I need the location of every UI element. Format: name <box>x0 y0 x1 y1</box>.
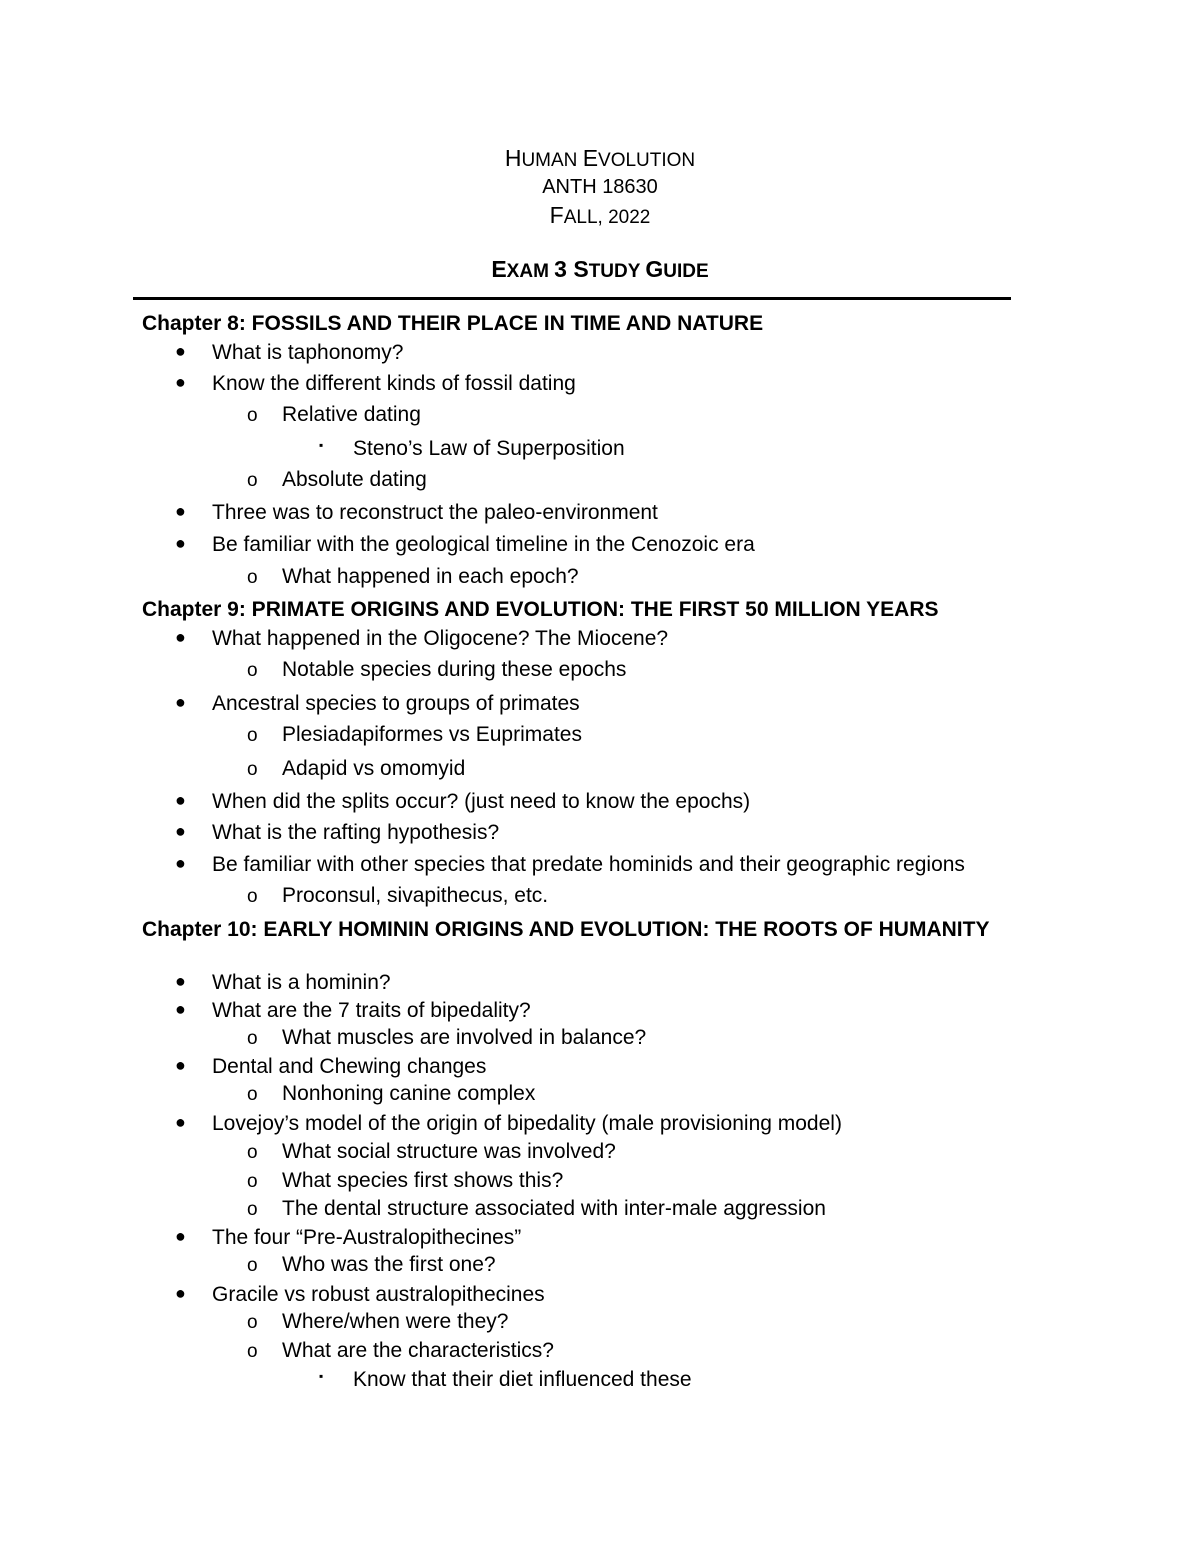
hollow-bullet-icon: o <box>247 1028 258 1049</box>
hollow-bullet-icon: o <box>247 1255 258 1276</box>
hollow-bullet-icon: o <box>247 1171 258 1192</box>
bullet-icon: ● <box>175 627 186 647</box>
hollow-bullet-icon: o <box>247 567 258 588</box>
bullet-icon: ● <box>175 971 186 991</box>
bullet-icon: ● <box>175 790 186 810</box>
list-item-text: Who was the first one? <box>282 1253 496 1276</box>
list-item-text: The dental structure associated with inter-male aggression <box>282 1197 826 1220</box>
list-item-text: What muscles are involved in balance? <box>282 1026 647 1049</box>
list-item-text: Relative dating <box>282 403 421 426</box>
bullet-icon: ● <box>175 1112 186 1132</box>
chapter-heading: Chapter 8: FOSSILS AND THEIR PLACE IN TIME AND NATURE <box>142 312 764 335</box>
course-code: ANTH 18630 <box>542 176 658 198</box>
list-item-text: Know the different kinds of fossil dating <box>212 372 576 395</box>
hollow-bullet-icon: o <box>247 470 258 491</box>
list-item-text: Dental and Chewing changes <box>212 1055 487 1078</box>
bullet-icon: ● <box>175 1055 186 1075</box>
list-item-text: Nonhoning canine complex <box>282 1082 536 1105</box>
square-bullet-icon: ▪ <box>319 1369 324 1383</box>
hollow-bullet-icon: o <box>247 1341 258 1362</box>
list-item-text: When did the splits occur? (just need to know the epochs) <box>212 790 751 813</box>
list-item-text: Steno’s Law of Superposition <box>353 437 625 460</box>
chapter-heading: Chapter 9: PRIMATE ORIGINS AND EVOLUTION: THE FIRST 50 MILLION YEARS <box>142 598 939 621</box>
list-item-text: Absolute dating <box>282 468 427 491</box>
bullet-icon: ● <box>175 533 186 553</box>
list-item-text: What is taphonomy? <box>212 341 404 364</box>
list-item-text: What are the characteristics? <box>282 1339 554 1362</box>
bullet-icon: ● <box>175 501 186 521</box>
list-item-text: What is the rafting hypothesis? <box>212 821 500 844</box>
list-item-text: Plesiadapiformes vs Euprimates <box>282 723 582 746</box>
list-item-text: What social structure was involved? <box>282 1140 616 1163</box>
term: FALL, 2022 <box>549 202 651 228</box>
hollow-bullet-icon: o <box>247 1084 258 1105</box>
hollow-bullet-icon: o <box>247 759 258 780</box>
bullet-icon: ● <box>175 999 186 1019</box>
bullet-icon: ● <box>175 372 186 392</box>
bullet-icon: ● <box>175 1226 186 1246</box>
list-item-text: Be familiar with other species that predate hominids and their geographic regions <box>212 853 965 876</box>
list-item-text: Where/when were they? <box>282 1310 509 1333</box>
bullet-icon: ● <box>175 692 186 712</box>
chapter-heading: Chapter 10: EARLY HOMININ ORIGINS AND EVOLUTION: THE ROOTS OF HUMANITY <box>142 918 990 941</box>
list-item-text: The four “Pre-Australopithecines” <box>212 1226 522 1249</box>
list-item-text: What are the 7 traits of bipedality? <box>212 999 531 1022</box>
list-item-text: Three was to reconstruct the paleo-environment <box>212 501 658 524</box>
horizontal-divider <box>133 297 1011 300</box>
bullet-icon: ● <box>175 1283 186 1303</box>
list-item-text: Be familiar with the geological timeline in the Cenozoic era <box>212 533 755 556</box>
square-bullet-icon: ▪ <box>319 438 324 452</box>
list-item-text: Gracile vs robust australopithecines <box>212 1283 545 1306</box>
list-item-text: What is a hominin? <box>212 971 391 994</box>
list-item-text: Proconsul, sivapithecus, etc. <box>282 884 549 907</box>
bullet-icon: ● <box>175 821 186 841</box>
bullet-icon: ● <box>175 853 186 873</box>
list-item-text: What happened in each epoch? <box>282 565 579 588</box>
hollow-bullet-icon: o <box>247 725 258 746</box>
hollow-bullet-icon: o <box>247 1312 258 1333</box>
list-item-text: What species first shows this? <box>282 1169 564 1192</box>
bullet-icon: ● <box>175 341 186 361</box>
hollow-bullet-icon: o <box>247 660 258 681</box>
list-item-text: Notable species during these epochs <box>282 658 627 681</box>
hollow-bullet-icon: o <box>247 405 258 426</box>
list-item-text: What happened in the Oligocene? The Miocene? <box>212 627 669 650</box>
hollow-bullet-icon: o <box>247 1199 258 1220</box>
document-title: HUMAN EVOLUTION <box>504 145 696 171</box>
hollow-bullet-icon: o <box>247 886 258 907</box>
exam-heading: EXAM 3 STUDY GUIDE <box>491 256 709 282</box>
list-item-text: Adapid vs omomyid <box>282 757 466 780</box>
hollow-bullet-icon: o <box>247 1142 258 1163</box>
list-item-text: Know that their diet influenced these <box>353 1368 692 1391</box>
list-item-text: Ancestral species to groups of primates <box>212 692 580 715</box>
list-item-text: Lovejoy’s model of the origin of bipedality (male provisioning model) <box>212 1112 842 1135</box>
